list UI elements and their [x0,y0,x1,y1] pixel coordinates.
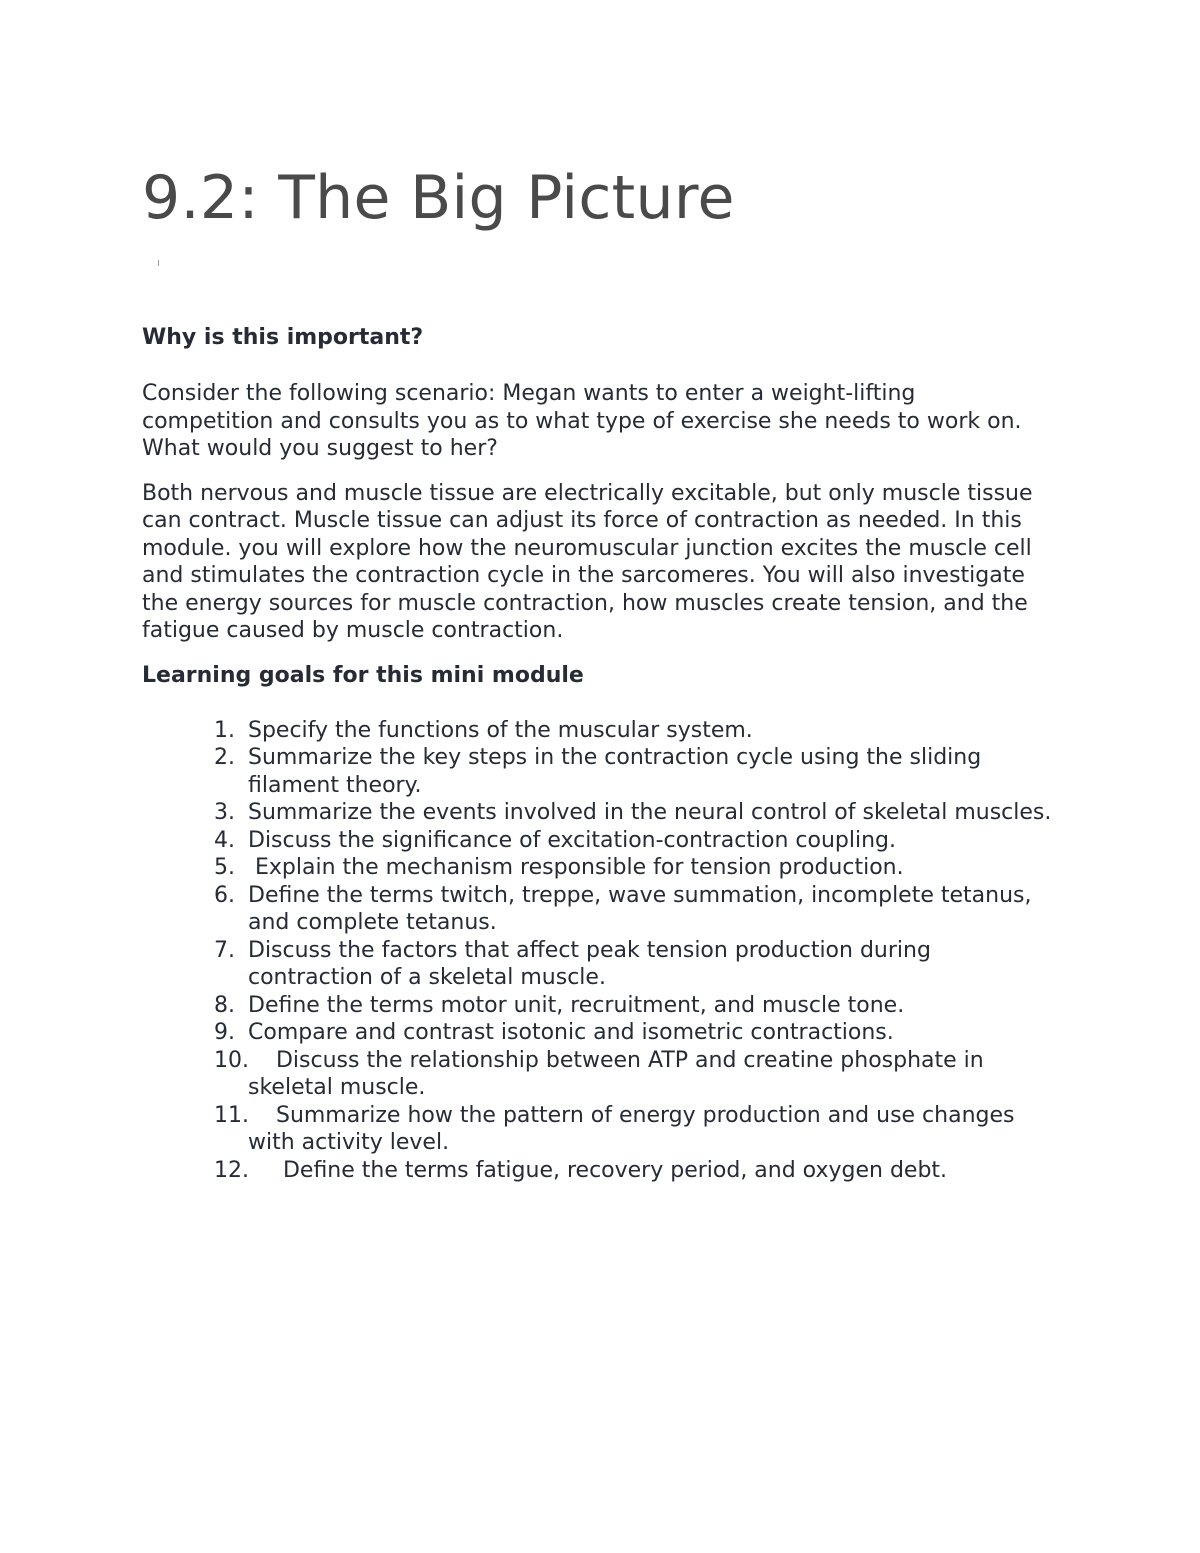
goal-number: 6. [214,882,235,908]
goal-number: 9. [214,1020,235,1045]
goal-text: Define the terms fatigue, recovery period, and oxygen debt. [248,1157,948,1183]
goal-number: 4. [214,827,235,853]
goal-text: Summarize the key steps in the contraction cycle using the sliding filament theory. [248,745,982,798]
goal-number: 11. [214,1102,249,1128]
goal-text: Define the terms motor unit, recruitment, and muscle tone. [248,992,905,1018]
goal-number: 2. [214,745,235,770]
goal-item [142,744,1052,799]
goal-item [142,1019,1052,1047]
overview-paragraph: Both nervous and muscle tissue are electrically excitable, but only muscle tissue can contract. Muscle tissue can adjust its force of contraction as needed. In this module. you will explore how the neuromuscular junction excites the muscle cell and stimulates the contraction cycle in the sarcomeres. You will also investigate the energy sources for muscle contraction, how muscles create tension, and the fatigue caused by muscle contraction. [142,480,1033,643]
goal-item [142,1157,1052,1185]
goal-item [142,827,1052,855]
goal-text: Specify the functions of the muscular system. [248,717,753,743]
scenario-paragraph: Consider the following scenario: Megan wants to enter a weight-lifting competition and consults you as to what type of exercise she needs to work on. What would you suggest to her? [142,381,1022,461]
goal-item [142,854,1052,882]
goal-text: Explain the mechanism responsible for tension production. [248,855,904,880]
goal-item [142,882,1052,937]
goal-text: Discuss the significance of excitation-contraction coupling. [248,827,897,853]
goal-number: 5. [214,855,235,880]
goal-item [142,992,1052,1020]
goal-item [142,1102,1052,1157]
goal-text: Discuss the factors that affect peak tension production during contraction of a skeletal muscle. [248,937,931,990]
goal-item [142,937,1052,992]
learning-goals-heading: Learning goals for this mini module [142,662,584,688]
goal-item [142,717,1052,745]
goal-item [142,1047,1052,1102]
goal-number: 3. [214,800,235,825]
goal-text: Summarize the events involved in the neural control of skeletal muscles. [248,800,1052,825]
document-page [142,160,1052,1184]
goal-number: 10. [214,1047,249,1073]
goal-text: Summarize how the pattern of energy production and use changes with activity level. [248,1102,1015,1155]
goal-text: Compare and contrast isotonic and isometric contractions. [248,1020,894,1045]
goal-item [142,799,1052,827]
goal-text: Discuss the relationship between ATP and creatine phosphate in skeletal muscle. [248,1047,984,1100]
learning-goals-list [142,717,1052,1185]
goal-number: 1. [214,717,235,743]
cursor-mark [158,260,159,266]
goal-number: 12. [214,1157,249,1183]
goal-text: Define the terms twitch, treppe, wave summation, incomplete tetanus, and complete tetanus. [248,882,1032,935]
goal-number: 8. [214,992,235,1018]
page-title: 9.2: The Big Picture [142,163,735,233]
goal-number: 7. [214,937,235,963]
why-important-heading: Why is this important? [142,325,424,350]
